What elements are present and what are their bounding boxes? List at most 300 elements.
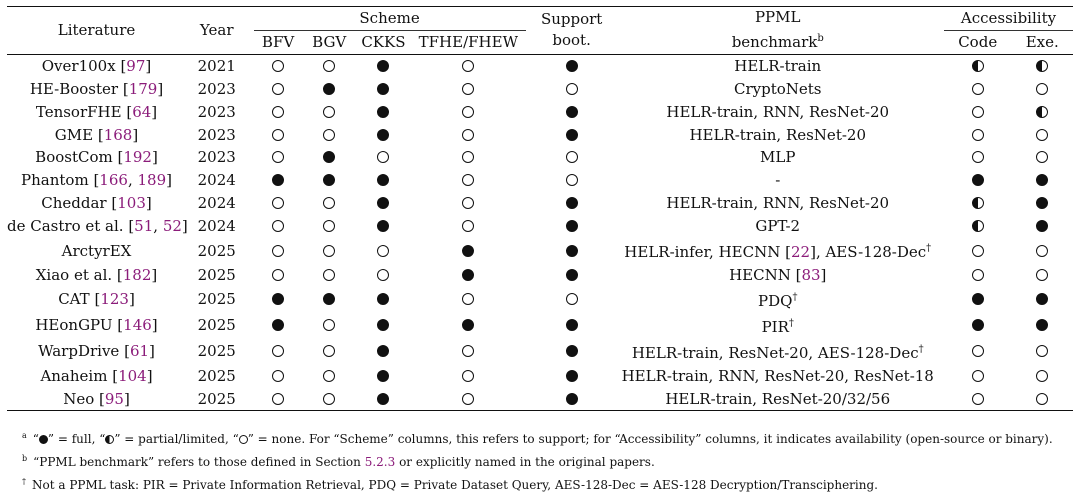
col-year: Year bbox=[186, 7, 247, 55]
full-circle-icon bbox=[972, 319, 984, 331]
exe-cell bbox=[1011, 313, 1073, 339]
code-cell bbox=[944, 146, 1012, 169]
none-circle-icon bbox=[462, 345, 474, 357]
tfhe-fhew-cell bbox=[411, 287, 526, 313]
tfhe-fhew-cell bbox=[411, 264, 526, 287]
none-circle-icon bbox=[272, 269, 284, 281]
table-row bbox=[7, 146, 1073, 169]
benchmark-text: HELR-train bbox=[734, 56, 822, 75]
ppml-label: PPML bbox=[754, 8, 801, 27]
citation-link[interactable]: 51 bbox=[134, 217, 154, 236]
exe-cell bbox=[1011, 124, 1073, 147]
citation-link[interactable]: 192 bbox=[123, 148, 152, 167]
ckks-cell bbox=[356, 238, 411, 264]
support-label: Support bbox=[540, 10, 603, 29]
none-circle-icon bbox=[272, 83, 284, 95]
ckks-cell bbox=[356, 339, 411, 365]
bgv-cell bbox=[303, 264, 356, 287]
benchmark-text: GPT-2 bbox=[755, 217, 801, 236]
exe-cell bbox=[1011, 388, 1073, 411]
table-row bbox=[7, 78, 1073, 101]
benchmark-cell: HELR-infer, HECNN [22], AES-128-Dec† bbox=[624, 243, 932, 262]
tfhe-fhew-cell bbox=[411, 238, 526, 264]
full-circle-icon bbox=[566, 319, 578, 331]
citation-link[interactable]: 104 bbox=[118, 366, 147, 385]
full-circle-icon bbox=[462, 245, 474, 257]
exe-cell bbox=[1011, 365, 1073, 388]
full-circle-icon bbox=[377, 220, 389, 232]
ckks-cell bbox=[356, 101, 411, 124]
full-circle-icon bbox=[377, 83, 389, 95]
none-circle-icon bbox=[566, 293, 578, 305]
support-boot-cell bbox=[532, 78, 612, 101]
col-ckks: CKKS bbox=[356, 30, 411, 54]
none-circle-icon bbox=[462, 393, 474, 405]
bgv-cell bbox=[303, 169, 356, 192]
col-bgv: BGV bbox=[303, 30, 356, 54]
ckks-cell bbox=[356, 388, 411, 411]
benchmark-cell bbox=[618, 388, 938, 411]
bgv-cell bbox=[303, 124, 356, 147]
code-cell bbox=[944, 313, 1012, 339]
footnote-a: $^a$ “ ” = full, “ ” = partial/limited, “ ” = none. For “Scheme” columns, this refers to support; for “Accessibility” columns, it indicates availability (open-source or binary). bbox=[22, 431, 1053, 446]
dagger-footnote-mark: † bbox=[792, 291, 798, 303]
code-cell bbox=[944, 238, 1012, 264]
benchmark-text: MLP bbox=[760, 148, 796, 167]
full-circle-icon bbox=[566, 129, 578, 141]
benchmark-text: - bbox=[775, 171, 781, 190]
col-tfhe-fhew: TFHE/FHEW bbox=[411, 30, 526, 54]
work-name: HE-Booster bbox=[29, 79, 119, 98]
bfv-cell bbox=[254, 192, 303, 215]
benchmark-cell bbox=[618, 54, 938, 77]
none-circle-icon bbox=[1036, 370, 1048, 382]
bgv-cell bbox=[303, 287, 356, 313]
full-circle-icon bbox=[1036, 174, 1048, 186]
benchmark-cell bbox=[618, 101, 938, 124]
year-cell: 2025 bbox=[197, 265, 236, 284]
benchmark-cell bbox=[618, 169, 938, 192]
benchmark-cell bbox=[618, 365, 938, 388]
ckks-cell bbox=[356, 54, 411, 77]
table-row bbox=[7, 101, 1073, 124]
code-cell bbox=[944, 215, 1012, 238]
table-row bbox=[7, 339, 1073, 365]
full-circle-icon bbox=[566, 220, 578, 232]
code-cell bbox=[944, 388, 1012, 411]
exe-cell bbox=[1011, 339, 1073, 365]
work-name: HEonGPU bbox=[35, 316, 113, 335]
table-row bbox=[7, 169, 1073, 192]
support-boot-cell bbox=[532, 146, 612, 169]
partial-circle-icon bbox=[972, 220, 984, 232]
ckks-cell bbox=[356, 124, 411, 147]
full-circle-icon bbox=[566, 370, 578, 382]
benchmark-text: , AES-128-Dec bbox=[815, 243, 927, 262]
literature-cell: Xiao et al. [182] bbox=[35, 265, 158, 284]
bfv-cell bbox=[254, 313, 303, 339]
benchmark-cell bbox=[618, 313, 938, 339]
full-circle-icon bbox=[272, 319, 284, 331]
tfhe-fhew-cell bbox=[411, 146, 526, 169]
literature-cell: GME [168] bbox=[54, 125, 139, 144]
ckks-cell bbox=[356, 146, 411, 169]
support-boot-cell bbox=[532, 264, 612, 287]
none-circle-icon bbox=[272, 245, 284, 257]
none-circle-icon bbox=[972, 151, 984, 163]
none-circle-icon bbox=[566, 83, 578, 95]
benchmark-footnote-mark: b bbox=[817, 33, 824, 45]
table-row bbox=[7, 238, 1073, 264]
full-circle-icon bbox=[972, 293, 984, 305]
benchmark-text: HELR-train, RNN, ResNet-20 bbox=[666, 102, 890, 121]
table-row bbox=[7, 54, 1073, 77]
code-cell bbox=[944, 192, 1012, 215]
bfv-cell bbox=[254, 54, 303, 77]
benchmark-text: HELR-train, RNN, ResNet-20 bbox=[666, 194, 890, 213]
benchmark-text: PIR bbox=[761, 317, 789, 336]
none-circle-icon bbox=[1036, 151, 1048, 163]
full-circle-icon bbox=[566, 106, 578, 118]
full-circle-icon bbox=[972, 174, 984, 186]
ckks-cell bbox=[356, 215, 411, 238]
exe-cell bbox=[1011, 192, 1073, 215]
bgv-cell bbox=[303, 365, 356, 388]
benchmark-cell bbox=[618, 78, 938, 101]
none-circle-icon bbox=[462, 174, 474, 186]
footnote-dagger: † Not a PPML task: PIR = Private Information Retrieval, PDQ = Private Dataset Query, AES-128-Dec = AES-128 Decryption/Transciphering. bbox=[22, 477, 878, 492]
code-cell bbox=[944, 365, 1012, 388]
support-boot-cell bbox=[532, 169, 612, 192]
literature-cell: Neo [95] bbox=[7, 388, 186, 411]
dagger-footnote-mark: † bbox=[918, 343, 924, 355]
citation-link[interactable]: 168 bbox=[103, 125, 133, 144]
none-circle-icon bbox=[323, 245, 335, 257]
full-circle-icon bbox=[377, 319, 389, 331]
none-circle-icon bbox=[272, 220, 284, 232]
col-literature: Literature bbox=[7, 7, 186, 55]
citation-link[interactable]: 64 bbox=[132, 102, 152, 121]
bfv-cell bbox=[254, 101, 303, 124]
tfhe-fhew-cell bbox=[411, 78, 526, 101]
none-circle-icon bbox=[323, 269, 335, 281]
year-cell: 2023 bbox=[197, 125, 236, 144]
citation-link[interactable]: 146 bbox=[123, 316, 152, 335]
none-circle-icon bbox=[272, 393, 284, 405]
ckks-cell bbox=[356, 192, 411, 215]
exe-cell bbox=[1011, 287, 1073, 313]
half-circle-icon bbox=[105, 435, 114, 444]
none-circle-icon bbox=[972, 245, 984, 257]
citation-link[interactable]: 166 bbox=[99, 171, 128, 190]
bfv-cell bbox=[254, 124, 303, 147]
bgv-cell bbox=[303, 339, 356, 365]
none-circle-icon bbox=[462, 197, 474, 209]
benchmark-text: HECNN bbox=[729, 265, 796, 284]
none-circle-icon bbox=[972, 393, 984, 405]
support-boot-cell bbox=[532, 287, 612, 313]
full-circle-icon bbox=[377, 129, 389, 141]
year-cell: 2025 bbox=[197, 366, 236, 385]
full-circle-icon bbox=[566, 269, 578, 281]
full-circle-icon bbox=[377, 293, 389, 305]
work-name: CAT bbox=[58, 290, 90, 309]
literature-cell: HEonGPU [146] bbox=[35, 316, 158, 335]
benchmark-cell bbox=[618, 339, 938, 365]
header-row-1 bbox=[7, 7, 1073, 31]
table-row bbox=[7, 264, 1073, 287]
ckks-cell bbox=[356, 313, 411, 339]
bgv-cell bbox=[303, 101, 356, 124]
tfhe-fhew-cell bbox=[411, 313, 526, 339]
support-boot-cell bbox=[532, 192, 612, 215]
exe-cell bbox=[1011, 215, 1073, 238]
full-circle-icon bbox=[323, 174, 335, 186]
col-bfv: BFV bbox=[254, 30, 303, 54]
none-circle-icon bbox=[323, 319, 335, 331]
literature-cell: CAT [123] bbox=[58, 290, 135, 309]
bfv-cell bbox=[254, 264, 303, 287]
literature-cell: Over100x [97] bbox=[41, 56, 152, 75]
work-name: Anaheim bbox=[40, 366, 108, 385]
benchmark-text: HELR-train, ResNet-20, AES-128-Dec bbox=[631, 343, 919, 362]
support-boot-cell bbox=[532, 313, 612, 339]
none-circle-icon bbox=[272, 345, 284, 357]
none-circle-icon bbox=[462, 293, 474, 305]
bfv-cell bbox=[254, 169, 303, 192]
full-circle-icon bbox=[566, 393, 578, 405]
col-group-scheme: Scheme bbox=[254, 7, 526, 31]
work-name: ArctyrEX bbox=[61, 241, 132, 260]
benchmark-cell bbox=[618, 287, 938, 313]
bfv-cell bbox=[254, 388, 303, 411]
work-name: Neo bbox=[63, 389, 95, 408]
benchmark-cell bbox=[618, 215, 938, 238]
citation-link[interactable]: 182 bbox=[122, 265, 152, 284]
none-circle-icon bbox=[1036, 269, 1048, 281]
bgv-cell bbox=[303, 388, 356, 411]
none-circle-icon bbox=[323, 370, 335, 382]
citation-link[interactable]: 83 bbox=[801, 265, 821, 284]
tfhe-fhew-cell bbox=[411, 339, 526, 365]
full-circle-icon bbox=[377, 370, 389, 382]
full-circle-icon bbox=[377, 393, 389, 405]
tfhe-fhew-cell bbox=[411, 388, 526, 411]
year-cell: 2025 bbox=[186, 388, 247, 411]
year-cell: 2025 bbox=[197, 342, 236, 361]
support-boot-cell bbox=[532, 339, 612, 365]
table-row bbox=[7, 215, 1073, 238]
partial-circle-icon bbox=[972, 197, 984, 209]
code-cell bbox=[944, 124, 1012, 147]
none-circle-icon bbox=[323, 106, 335, 118]
none-circle-icon bbox=[272, 60, 284, 72]
full-circle-icon bbox=[566, 60, 578, 72]
table-body bbox=[7, 54, 1073, 411]
dagger-footnote-mark: † bbox=[926, 243, 932, 255]
col-code: Code bbox=[944, 30, 1012, 54]
none-circle-icon bbox=[1036, 245, 1048, 257]
ckks-cell bbox=[356, 365, 411, 388]
footnote-b: $^b$ “PPML benchmark” refers to those defined in Section 5.2.3 or explicitly named in the original papers. bbox=[22, 454, 655, 469]
none-circle-icon bbox=[323, 345, 335, 357]
empty-circle-icon bbox=[239, 435, 248, 444]
year-cell: 2024 bbox=[197, 217, 236, 236]
exe-cell bbox=[1011, 238, 1073, 264]
literature-cell: de Castro et al. [51, 52] bbox=[7, 217, 188, 236]
tfhe-fhew-cell bbox=[411, 54, 526, 77]
code-cell bbox=[944, 78, 1012, 101]
bfv-cell bbox=[254, 78, 303, 101]
full-circle-icon bbox=[462, 269, 474, 281]
full-circle-icon bbox=[1036, 197, 1048, 209]
tfhe-fhew-cell bbox=[411, 192, 526, 215]
citation-link[interactable]: 95 bbox=[104, 389, 124, 408]
bgv-cell bbox=[303, 54, 356, 77]
citation-link[interactable]: 189 bbox=[137, 171, 167, 190]
full-circle-icon bbox=[566, 197, 578, 209]
exe-cell bbox=[1011, 169, 1073, 192]
none-circle-icon bbox=[972, 83, 984, 95]
bfv-cell bbox=[254, 339, 303, 365]
table-row bbox=[7, 388, 1073, 411]
full-circle-icon bbox=[1036, 220, 1048, 232]
literature-cell: Cheddar [103] bbox=[41, 194, 152, 213]
bfv-cell bbox=[254, 287, 303, 313]
tfhe-fhew-cell bbox=[411, 101, 526, 124]
literature-cell: Anaheim [104] bbox=[40, 366, 153, 385]
none-circle-icon bbox=[323, 129, 335, 141]
work-name: Xiao et al. bbox=[35, 265, 113, 284]
literature-cell: WarpDrive [61] bbox=[38, 342, 155, 361]
support-boot-cell bbox=[532, 215, 612, 238]
none-circle-icon bbox=[272, 370, 284, 382]
none-circle-icon bbox=[462, 151, 474, 163]
tfhe-fhew-cell bbox=[411, 215, 526, 238]
citation-link[interactable]: 179 bbox=[128, 79, 158, 98]
citation-link[interactable]: 123 bbox=[100, 290, 129, 309]
none-circle-icon bbox=[377, 245, 389, 257]
benchmark-cell bbox=[618, 146, 938, 169]
citation-link[interactable]: 52 bbox=[162, 217, 182, 236]
ckks-cell bbox=[356, 287, 411, 313]
literature-cell: HE-Booster [179] bbox=[29, 79, 164, 98]
gpu-fhe-comparison-table bbox=[7, 6, 1073, 411]
none-circle-icon bbox=[272, 151, 284, 163]
none-circle-icon bbox=[972, 345, 984, 357]
full-circle-icon bbox=[377, 60, 389, 72]
code-cell bbox=[944, 339, 1012, 365]
exe-cell bbox=[1011, 78, 1073, 101]
none-circle-icon bbox=[1036, 83, 1048, 95]
tfhe-fhew-cell bbox=[411, 124, 526, 147]
full-circle-icon bbox=[377, 106, 389, 118]
citation-link[interactable]: 97 bbox=[126, 56, 146, 75]
boot-label: boot. bbox=[552, 31, 591, 50]
exe-cell bbox=[1011, 264, 1073, 287]
full-circle-icon bbox=[272, 174, 284, 186]
full-circle-icon bbox=[377, 174, 389, 186]
literature-cell bbox=[7, 238, 186, 264]
full-circle-icon bbox=[377, 345, 389, 357]
citation-link[interactable]: 61 bbox=[129, 342, 150, 361]
bfv-cell bbox=[254, 365, 303, 388]
year-cell: 2023 bbox=[197, 102, 236, 121]
full-circle-icon bbox=[1036, 293, 1048, 305]
bfv-cell bbox=[254, 215, 303, 238]
year-cell: 2021 bbox=[197, 56, 236, 75]
exe-cell bbox=[1011, 146, 1073, 169]
none-circle-icon bbox=[377, 151, 389, 163]
footnotes bbox=[22, 426, 1072, 495]
dagger-footnote-mark: † bbox=[788, 317, 794, 329]
work-name: Over100x bbox=[41, 56, 116, 75]
none-circle-icon bbox=[272, 106, 284, 118]
col-group-accessibility: Accessibility bbox=[944, 7, 1073, 31]
citation-link[interactable]: 103 bbox=[117, 194, 146, 213]
table-row bbox=[7, 313, 1073, 339]
support-boot-cell bbox=[532, 388, 612, 411]
literature-cell: TensorFHE [64] bbox=[35, 102, 158, 121]
bfv-cell bbox=[254, 146, 303, 169]
year-cell: 2025 bbox=[197, 290, 236, 309]
support-boot-cell bbox=[532, 365, 612, 388]
code-cell bbox=[944, 287, 1012, 313]
bgv-cell bbox=[303, 146, 356, 169]
ckks-cell bbox=[356, 78, 411, 101]
benchmark-text: HELR-train, ResNet-20 bbox=[689, 125, 866, 144]
partial-circle-icon bbox=[1036, 106, 1048, 118]
table-row bbox=[7, 124, 1073, 147]
none-circle-icon bbox=[462, 370, 474, 382]
partial-circle-icon bbox=[1036, 60, 1048, 72]
none-circle-icon bbox=[1036, 345, 1048, 357]
full-circle-icon bbox=[377, 197, 389, 209]
exe-cell bbox=[1011, 101, 1073, 124]
benchmark-label: benchmark bbox=[731, 33, 818, 52]
work-name: de Castro et al. bbox=[7, 217, 124, 236]
none-circle-icon bbox=[272, 129, 284, 141]
work-name: GME bbox=[54, 125, 94, 144]
none-circle-icon bbox=[972, 370, 984, 382]
none-circle-icon bbox=[462, 220, 474, 232]
section-link[interactable]: 5.2.3 bbox=[364, 455, 396, 469]
tfhe-fhew-cell bbox=[411, 365, 526, 388]
exe-cell bbox=[1011, 54, 1073, 77]
table-row bbox=[7, 287, 1073, 313]
none-circle-icon bbox=[462, 83, 474, 95]
work-name: Phantom bbox=[21, 171, 89, 190]
benchmark-text: HELR-infer, HECNN bbox=[624, 243, 786, 262]
literature-cell: BoostCom [192] bbox=[35, 148, 158, 167]
table-row bbox=[7, 192, 1073, 215]
benchmark-cell: HECNN [83] bbox=[729, 265, 827, 284]
full-circle-icon bbox=[323, 151, 335, 163]
benchmark-text: PDQ bbox=[758, 291, 793, 310]
citation-link[interactable]: 22 bbox=[790, 243, 811, 262]
code-cell bbox=[944, 101, 1012, 124]
none-circle-icon bbox=[323, 60, 335, 72]
full-circle-icon bbox=[323, 293, 335, 305]
bfv-cell bbox=[254, 238, 303, 264]
full-circle-icon bbox=[566, 345, 578, 357]
none-circle-icon bbox=[272, 197, 284, 209]
literature-cell: Phantom [166, 189] bbox=[21, 171, 172, 190]
none-circle-icon bbox=[462, 106, 474, 118]
none-circle-icon bbox=[972, 106, 984, 118]
benchmark-cell bbox=[618, 192, 938, 215]
year-cell: 2025 bbox=[197, 316, 236, 335]
